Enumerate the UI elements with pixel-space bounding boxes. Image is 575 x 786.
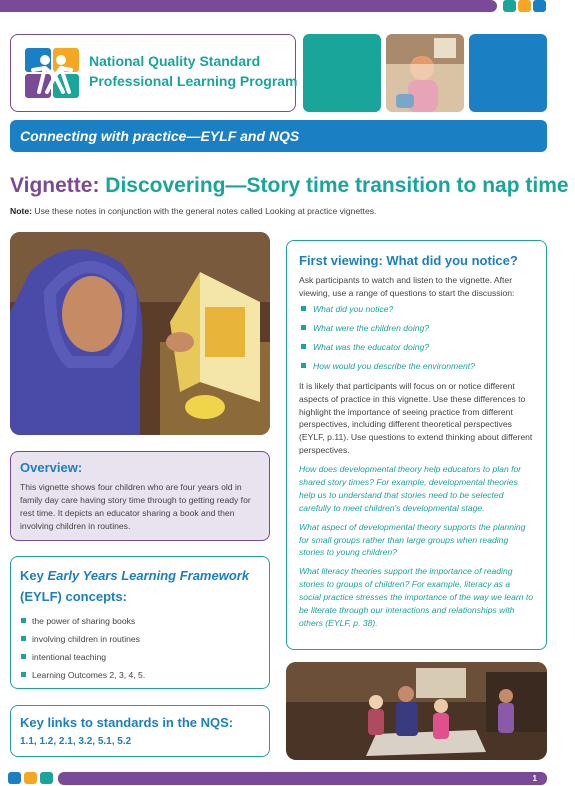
note-label: Note: [10,206,32,216]
list-item: How would you describe the environment? [299,361,534,371]
page-title [10,174,569,198]
nqs-links-box [10,705,270,757]
title-text: Discovering—Story time transition to nap time [99,174,569,197]
list-item: What was the educator doing? [299,342,534,352]
overview-heading: Overview: [20,460,83,475]
question-list [299,304,534,371]
key-list [20,616,260,680]
note-text: Use these notes in conjunction with the general notes called Looking at practice vignettes. [31,206,377,216]
question-paragraph-1: How does developmental theory help educators to plan for shared story times? For example, developmental theories help us to understand that stories need to be selected carefully to meet children's developmental stage. [299,464,522,513]
overview-text: This vignette shows four children who are four years old in family day care having story time through to getting ready for rest time. It depicts an educator sharing a book and then involving children in routines. [20,482,251,531]
blue-square [533,0,546,12]
first-viewing-box [286,240,547,650]
list-item: intentional teaching [20,652,260,662]
header-logo-box [10,34,296,112]
first-body: It is likely that participants will focus on or notice different aspects of practice in this vignette. Use these differences to highlight the importance of seeing practice from different perspectives, including different theoretical perspectives (EYLF, p.11). Use questions to extend thinking about different perspectives. [299,380,533,456]
footer-teal-square [40,772,53,784]
links-values: 1.1, 1.2, 2.1, 3.2, 5.1, 5.2 [20,736,132,747]
list-item: the power of sharing books [20,616,260,626]
key-heading-italic: Early Years Learning Framework [47,568,250,583]
org-line-1: National Quality Standard [89,53,261,69]
list-item: involving children in routines [20,634,260,644]
section-banner: Connecting with practice—EYLF and NQS [10,120,547,152]
overview-box [10,451,270,541]
list-item: What were the children doing? [299,323,534,333]
orange-square [518,0,531,12]
key-heading-pre: Key [20,568,48,583]
key-eylf-box [10,556,270,689]
blue-tile [469,34,547,112]
title-prefix: Vignette: [10,174,100,197]
links-heading: Key links to standards in the NQS: [20,715,234,730]
child-photo [386,34,464,112]
children-room-photo [286,662,547,760]
footer-orange-square [24,772,37,784]
first-intro: Ask participants to watch and listen to the vignette. After viewing, use a range of questions to start the discussion: [299,275,515,298]
key-heading-post: (EYLF) concepts: [20,588,127,604]
list-item: What did you notice? [299,304,534,314]
nqs-logo-icon [25,48,79,98]
page-number: 1 [58,772,547,785]
footer-blue-square [8,772,21,784]
teal-square [503,0,516,12]
educator-reading-photo [10,232,270,435]
note-line [10,206,376,216]
question-paragraph-2: What aspect of developmental theory supports the planning for small groups rather than large groups when reading stories to young children? [299,521,526,558]
teal-tile [303,34,381,112]
question-paragraph-3: What literacy theories support the importance of reading stories to groups of children? For example, literacy as a social practice stresses the importance of the way we learn to be literate through our interactions and relationships with others (EYLF, p. 38). [299,566,534,628]
top-bar [0,0,497,12]
org-line-2: Professional Learning Program [89,73,298,89]
key-heading [20,566,260,608]
first-heading: First viewing: What did you notice? [299,253,518,268]
list-item: Learning Outcomes 2, 3, 4, 5. [20,670,260,680]
